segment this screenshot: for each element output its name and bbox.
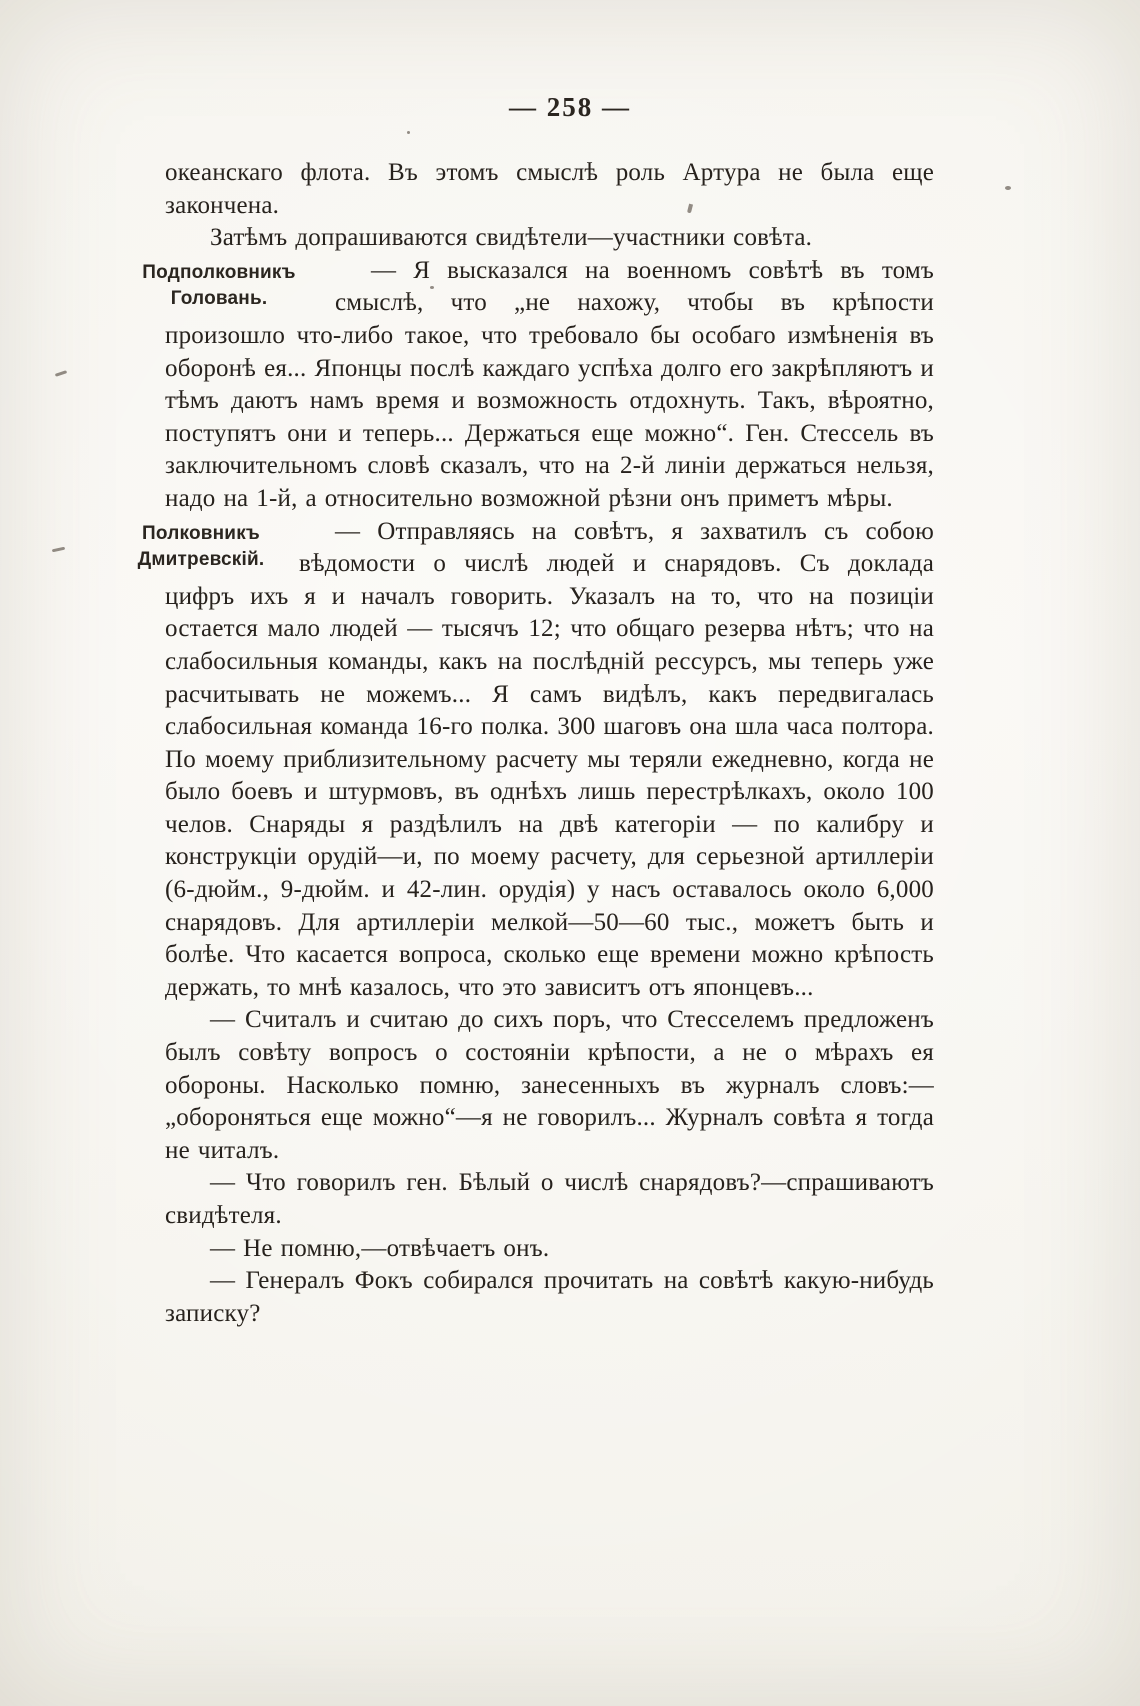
testimony-golovan xyxy=(142,255,934,516)
scan-artifact xyxy=(1005,186,1011,190)
testimony-golovan-text: — Я высказался на военномъ совѣтѣ въ томъ смыслѣ, что „не нахожу, чтобы въ крѣпости произошло что-либо такое, что требовало бы особаго измѣненія въ оборонѣ ея... Японцы послѣ каждаго успѣха долго его закрѣпляютъ и тѣмъ даютъ намъ время и возможность отдохнуть. Такъ, вѣроятно, поступятъ они и теперь... Держаться еще можно“. Ген. Стессель въ заключительномъ словѣ сказалъ, что на 2-й линіи держаться нельзя, надо на 1-й, а относительно возможной рѣзни онъ приметъ мѣры. xyxy=(165,256,934,512)
speaker-rank: Полковникъ xyxy=(142,522,260,544)
page-number: — 258 — xyxy=(509,92,631,122)
paragraph-testimony: — Считалъ и считаю до сихъ поръ, что Стесселемъ предложенъ былъ совѣту вопросъ о состояніи крѣпости, а не о мѣрахъ ея обороны. Насколько помню, занесенныхъ въ журналъ словъ:—„обороняться еще можно“—я не говорилъ... Журналъ совѣта я тогда не читалъ. xyxy=(165,1006,934,1164)
speaker-rank: Подполковникъ xyxy=(142,261,296,283)
speaker-name: Головань. xyxy=(170,287,268,309)
speaker-label-dmitrevsky xyxy=(103,516,299,580)
scan-artifact xyxy=(407,131,410,134)
speaker-label-golovan xyxy=(103,255,335,319)
text-block xyxy=(137,157,934,1330)
paragraph-question: — Что говорилъ ген. Бѣлый о числѣ снарядовъ?—спрашиваютъ свидѣтеля. xyxy=(165,1169,934,1229)
paragraph-answer: — Не помню,—отвѣчаетъ онъ. xyxy=(210,1234,550,1262)
paragraph-continuation: океанскаго флота. Въ этомъ смыслѣ роль Артура не была еще закончена. xyxy=(165,159,934,219)
testimony-dmitrevsky xyxy=(137,516,934,1005)
scan-artifact xyxy=(430,286,434,289)
speaker-name: Дмитревскій. xyxy=(137,548,265,570)
paragraph-intro: Затѣмъ допрашиваются свидѣтели—участники совѣта. xyxy=(210,224,813,252)
paragraph-question: — Генералъ Фокъ собирался прочитать на совѣтѣ какую-нибудь записку? xyxy=(165,1267,934,1327)
scan-artifact xyxy=(52,547,65,553)
scan-artifact xyxy=(55,370,67,377)
testimony-dmitrevsky-text: — Отправляясь на совѣтъ, я захватилъ съ собою вѣдомости о числѣ людей и снарядовъ. Съ доклада цифръ ихъ я и началъ говорить. Указалъ на то, что на позиціи остается мало людей — тысячъ 12; что общаго резерва нѣтъ; что на слабосильныя команды, какъ на послѣдній рессурсъ, мы теперь уже расчитывать не можемъ... Я самъ видѣлъ, какъ передвигалась слабосильная команда 16-го полка. 300 шаговъ она шла часа полтора. По моему приблизительному расчету мы теряли ежедневно, когда не было боевъ и штурмовъ, въ однѣхъ лишь перестрѣлкахъ, около 100 челов. Снаряды я раздѣлилъ на двѣ категоріи — по калибру и конструкціи орудій—и, по моему расчету, для серьезной артиллеріи (6-дюйм., 9-дюйм. и 42-лин. орудія) у насъ оставалось около 6,000 снарядовъ. Для артиллеріи мелкой—50—60 тыс., можетъ быть и болѣе. Что касается вопроса, сколько еще времени можно крѣпость держать, то мнѣ казалось, что это зависитъ отъ японцевъ... xyxy=(165,517,934,1001)
